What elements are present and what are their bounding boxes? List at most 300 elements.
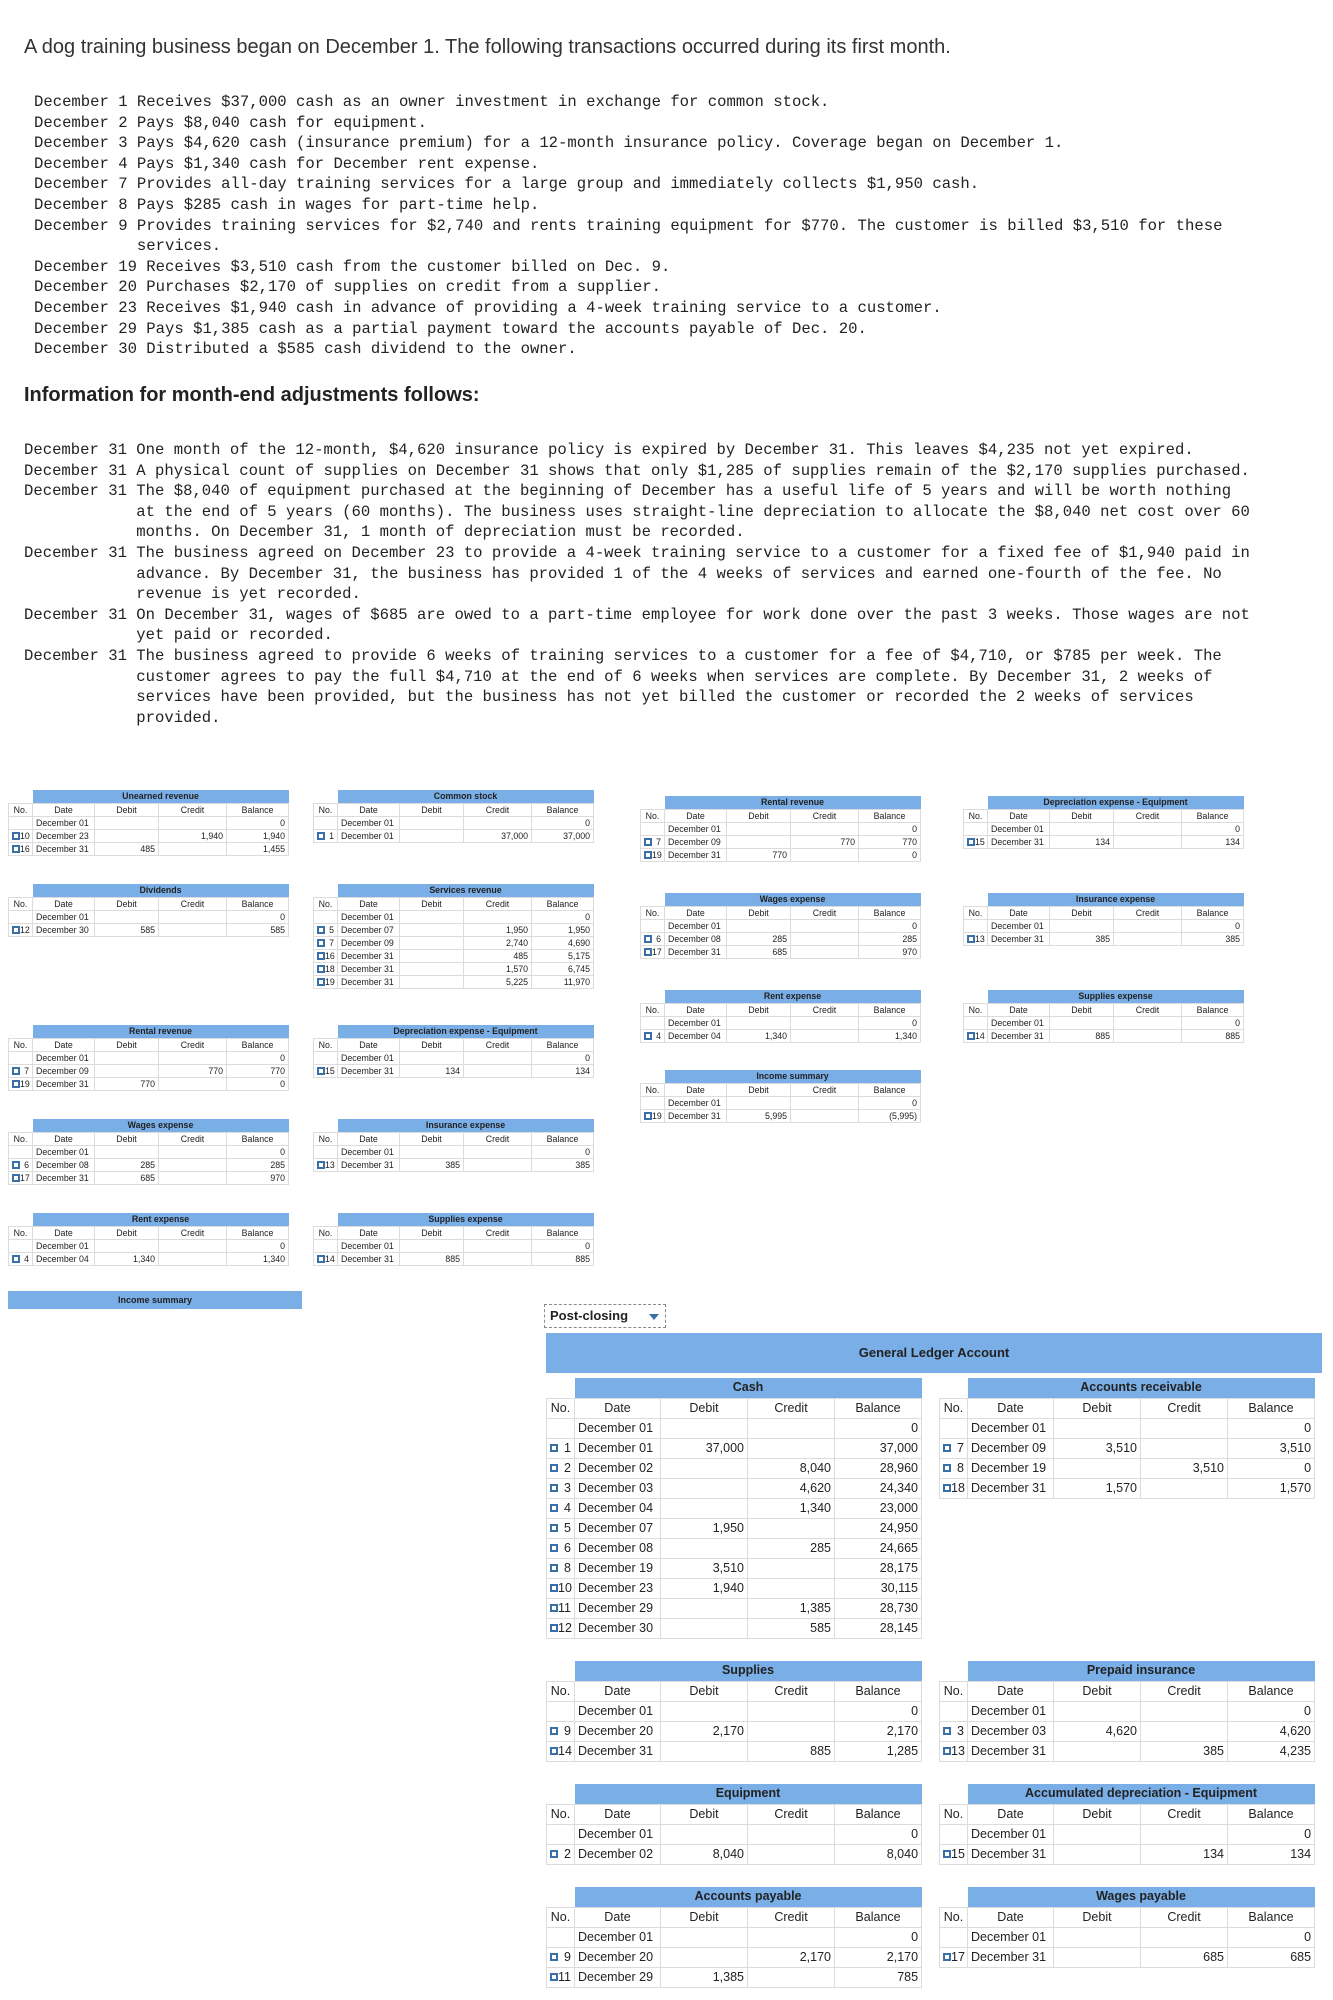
ledger-title: Rent expense xyxy=(665,990,921,1003)
entry-number xyxy=(314,1239,338,1252)
entry-credit xyxy=(791,945,859,958)
ledger-row xyxy=(314,1051,594,1064)
column-header-no: No. xyxy=(547,1398,575,1418)
column-header-credit: Credit xyxy=(464,803,532,816)
entry-marker-icon[interactable] xyxy=(12,1255,20,1263)
entry-balance: 24,665 xyxy=(835,1538,922,1558)
ledger-row xyxy=(641,822,921,835)
entry-debit xyxy=(1054,1458,1141,1478)
ledger-row xyxy=(314,975,594,988)
problem-intro: A dog training business began on December 1. The following transactions occurred during its first month. xyxy=(24,36,951,58)
column-header-balance: Balance xyxy=(1182,1003,1244,1016)
entry-date: December 31 xyxy=(988,932,1050,945)
entry-number xyxy=(641,1016,665,1029)
entry-date: December 31 xyxy=(338,1158,400,1171)
entry-debit: 4,620 xyxy=(1054,1721,1141,1741)
entry-marker-icon[interactable] xyxy=(550,1444,558,1452)
entry-credit xyxy=(1141,1438,1228,1458)
entry-balance: 11,970 xyxy=(532,975,594,988)
entry-marker-icon[interactable] xyxy=(550,1624,558,1632)
ledger-title: Insurance expense xyxy=(988,893,1244,906)
entry-credit: 1,385 xyxy=(748,1598,835,1618)
entry-balance: 685 xyxy=(1228,1947,1315,1967)
column-header-debit: Debit xyxy=(95,803,159,816)
entry-credit: 770 xyxy=(791,835,859,848)
entry-debit: 3,510 xyxy=(661,1558,748,1578)
entry-date: December 23 xyxy=(575,1578,661,1598)
entry-marker-icon[interactable] xyxy=(550,1850,558,1858)
entry-balance: 0 xyxy=(1182,1016,1244,1029)
entry-debit: 37,000 xyxy=(661,1438,748,1458)
entry-marker-icon[interactable] xyxy=(550,1953,558,1961)
entry-date: December 20 xyxy=(575,1721,661,1741)
entry-number: 14 xyxy=(547,1741,575,1761)
entry-debit xyxy=(661,1701,748,1721)
entry-credit: 385 xyxy=(1141,1741,1228,1761)
column-header-date: Date xyxy=(575,1804,661,1824)
ledger-row xyxy=(547,1721,922,1741)
column-header-no: No. xyxy=(964,809,988,822)
entry-marker-icon[interactable] xyxy=(644,935,652,943)
ledger-depreciation-expense-c xyxy=(963,796,1244,849)
ledger-row xyxy=(547,1741,922,1761)
entry-credit xyxy=(159,1239,227,1252)
entry-date: December 02 xyxy=(575,1458,661,1478)
entry-marker-icon[interactable] xyxy=(644,838,652,846)
entry-date: December 01 xyxy=(575,1701,661,1721)
entry-balance: 0 xyxy=(1228,1927,1315,1947)
column-header-debit: Debit xyxy=(1050,1003,1114,1016)
entry-credit xyxy=(748,1721,835,1741)
ledger-accounts-receivable xyxy=(939,1378,1315,1499)
entry-marker-icon[interactable] xyxy=(550,1604,558,1612)
entry-debit xyxy=(95,1145,159,1158)
column-header-debit: Debit xyxy=(661,1398,748,1418)
entry-date: December 01 xyxy=(338,1051,400,1064)
entry-credit xyxy=(748,1518,835,1538)
column-header-no: No. xyxy=(641,906,665,919)
entry-marker-icon[interactable] xyxy=(12,1080,20,1088)
entry-credit xyxy=(748,1844,835,1864)
entry-debit xyxy=(727,1096,791,1109)
entry-marker-icon[interactable] xyxy=(550,1524,558,1532)
entry-credit xyxy=(159,1252,227,1265)
entry-debit xyxy=(727,835,791,848)
column-header-date: Date xyxy=(575,1398,661,1418)
column-header-no: No. xyxy=(964,906,988,919)
entry-balance: 23,000 xyxy=(835,1498,922,1518)
entry-marker-icon[interactable] xyxy=(550,1504,558,1512)
entry-number xyxy=(9,1239,33,1252)
entry-number: 5 xyxy=(314,923,338,936)
entry-debit: 1,340 xyxy=(95,1252,159,1265)
entry-credit xyxy=(748,1824,835,1844)
entry-debit xyxy=(661,1947,748,1967)
column-header-date: Date xyxy=(968,1804,1054,1824)
ledger-row xyxy=(547,1498,922,1518)
entry-number: 7 xyxy=(940,1438,968,1458)
entry-number: 13 xyxy=(964,932,988,945)
entry-marker-icon[interactable] xyxy=(644,1112,652,1120)
entry-marker-icon[interactable] xyxy=(12,926,20,934)
entry-debit xyxy=(661,1741,748,1761)
column-header-no: No. xyxy=(547,1681,575,1701)
column-header-credit: Credit xyxy=(1141,1398,1228,1418)
entry-marker-icon[interactable] xyxy=(317,1161,325,1169)
ledger-row xyxy=(547,1538,922,1558)
entry-marker-icon[interactable] xyxy=(550,1484,558,1492)
entry-number xyxy=(9,1051,33,1064)
entry-balance: 24,340 xyxy=(835,1478,922,1498)
column-header-date: Date xyxy=(968,1398,1054,1418)
entry-balance: 5,175 xyxy=(532,949,594,962)
entry-debit xyxy=(400,1239,464,1252)
ledger-cash xyxy=(546,1378,922,1639)
entry-credit: 285 xyxy=(748,1538,835,1558)
entry-balance: 0 xyxy=(859,1016,921,1029)
entry-marker-icon[interactable] xyxy=(644,948,652,956)
entry-date: December 31 xyxy=(33,842,95,855)
entry-debit: 2,170 xyxy=(661,1721,748,1741)
column-header-date: Date xyxy=(665,1083,727,1096)
ledger-row xyxy=(9,816,289,829)
entry-date: December 01 xyxy=(33,910,95,923)
entry-credit: 134 xyxy=(1141,1844,1228,1864)
ledger-row xyxy=(9,1077,289,1090)
column-header-no: No. xyxy=(314,897,338,910)
entry-credit: 1,340 xyxy=(748,1498,835,1518)
entry-number: 2 xyxy=(547,1844,575,1864)
entry-balance: 385 xyxy=(1182,932,1244,945)
ledger-row xyxy=(314,949,594,962)
entry-balance: 0 xyxy=(532,1145,594,1158)
ledger-row xyxy=(940,1947,1315,1967)
entry-marker-icon[interactable] xyxy=(550,1544,558,1552)
entry-number xyxy=(547,1418,575,1438)
entry-marker-icon[interactable] xyxy=(550,1584,558,1592)
column-header-credit: Credit xyxy=(1114,1003,1182,1016)
entry-debit: 285 xyxy=(727,932,791,945)
entry-debit xyxy=(661,1824,748,1844)
entry-marker-icon[interactable] xyxy=(943,1747,951,1755)
entry-marker-icon[interactable] xyxy=(317,952,325,960)
ledger-row xyxy=(314,923,594,936)
entry-credit xyxy=(159,1051,227,1064)
entry-debit xyxy=(400,829,464,842)
ledger-equipment xyxy=(546,1784,922,1865)
adjustments-list: December 31 One month of the 12-month, $4,620 insurance policy is expired by December 31. This leaves $4,235 not yet expired. December 31 A physical count of supplies on December 31 shows that only $1,285 of supplies remain of the $2,170 supplies purchased. December 31 The $8,040 of equipment purchased at the beginning of December has a useful life of 5 years and will be worth nothing at the end of 5 years (60 months). The business uses straight-line depreciation to allocate the $8,040 net cost over 60 months. On December 31, 1 month of depreciation must be recorded. December 31 The business agreed on December 23 to provide a 4-week training service to a customer for a fixed fee of $1,940 paid in advance. By December 31, the business has provided 1 of the 4 weeks of services and earned one-fourth of the fee. No revenue is yet recorded. December 31 On December 31, wages of $685 are owed to a part-time employee for work done over the past 3 weeks. Those wages are not yet paid or recorded. December 31 The business agreed to provide 6 weeks of training services to a customer for a fee of $4,710, or $785 per week. The customer agrees to pay the full $4,710 at the end of 6 weeks when services are complete. By December 31, 2 weeks of services have been provided, but the business has not yet billed the customer or recorded the 2 weeks of services provided. xyxy=(24,441,1250,727)
entry-balance: 885 xyxy=(1182,1029,1244,1042)
column-header-date: Date xyxy=(33,897,95,910)
entry-marker-icon[interactable] xyxy=(12,832,20,840)
entry-number: 14 xyxy=(964,1029,988,1042)
entry-balance: 0 xyxy=(227,910,289,923)
ledger-row xyxy=(314,1064,594,1077)
entry-balance: 0 xyxy=(1182,919,1244,932)
entry-date: December 03 xyxy=(575,1478,661,1498)
entry-marker-icon[interactable] xyxy=(317,1067,325,1075)
ledger-supplies-expense-c xyxy=(963,990,1244,1043)
entry-marker-icon[interactable] xyxy=(943,1464,951,1472)
entry-number: 11 xyxy=(547,1598,575,1618)
column-header-balance: Balance xyxy=(1182,906,1244,919)
column-header-no: No. xyxy=(940,1681,968,1701)
ledger-rent-expense-a xyxy=(8,1213,289,1266)
entry-number: 7 xyxy=(314,936,338,949)
adjustments-heading: Information for month-end adjustments follows: xyxy=(24,384,480,406)
entry-debit: 685 xyxy=(727,945,791,958)
entry-credit: 585 xyxy=(748,1618,835,1638)
ledger-row xyxy=(641,1096,921,1109)
column-header-credit: Credit xyxy=(464,1226,532,1239)
entry-number: 1 xyxy=(547,1438,575,1458)
column-header-date: Date xyxy=(968,1681,1054,1701)
entry-marker-icon[interactable] xyxy=(943,1850,951,1858)
entry-date: December 03 xyxy=(968,1721,1054,1741)
entry-credit xyxy=(748,1701,835,1721)
entry-debit xyxy=(1054,1947,1141,1967)
column-header-date: Date xyxy=(338,803,400,816)
entry-credit xyxy=(464,816,532,829)
entry-credit xyxy=(464,1158,532,1171)
entry-marker-icon[interactable] xyxy=(317,939,325,947)
column-header-credit: Credit xyxy=(159,1132,227,1145)
entry-marker-icon[interactable] xyxy=(550,1973,558,1981)
entry-marker-icon[interactable] xyxy=(967,838,975,846)
column-header-date: Date xyxy=(338,1226,400,1239)
column-header-no: No. xyxy=(964,1003,988,1016)
column-header-debit: Debit xyxy=(400,1226,464,1239)
entry-credit xyxy=(1141,1927,1228,1947)
entry-date: December 01 xyxy=(33,816,95,829)
entry-debit: 285 xyxy=(95,1158,159,1171)
entry-debit: 770 xyxy=(727,848,791,861)
entry-debit: 3,510 xyxy=(1054,1438,1141,1458)
entry-number: 15 xyxy=(964,835,988,848)
entry-balance: 2,170 xyxy=(835,1947,922,1967)
entry-number: 17 xyxy=(9,1171,33,1184)
column-header-balance: Balance xyxy=(1228,1398,1315,1418)
ledger-title: Rental revenue xyxy=(33,1025,289,1038)
entry-balance: 885 xyxy=(532,1252,594,1265)
entry-balance: 1,570 xyxy=(1228,1478,1315,1498)
ledger-row xyxy=(314,1145,594,1158)
entry-date: December 31 xyxy=(575,1741,661,1761)
ledger-view-select[interactable] xyxy=(544,1304,666,1328)
ledger-row xyxy=(940,1844,1315,1864)
entry-credit xyxy=(464,1064,532,1077)
entry-balance: 4,235 xyxy=(1228,1741,1315,1761)
entry-marker-icon[interactable] xyxy=(943,1444,951,1452)
entry-balance: 785 xyxy=(835,1967,922,1987)
entry-balance: 4,690 xyxy=(532,936,594,949)
entry-number xyxy=(314,1145,338,1158)
column-header-debit: Debit xyxy=(661,1804,748,1824)
entry-number xyxy=(940,1418,968,1438)
entry-debit xyxy=(1054,1741,1141,1761)
entry-date: December 07 xyxy=(575,1518,661,1538)
ledger-title: Prepaid insurance xyxy=(968,1661,1315,1681)
entry-balance: 134 xyxy=(1182,835,1244,848)
entry-number: 15 xyxy=(314,1064,338,1077)
entry-marker-icon[interactable] xyxy=(12,845,20,853)
column-header-credit: Credit xyxy=(791,809,859,822)
entry-marker-icon[interactable] xyxy=(550,1564,558,1572)
entry-date: December 31 xyxy=(33,1171,95,1184)
entry-date: December 01 xyxy=(665,1096,727,1109)
entry-marker-icon[interactable] xyxy=(317,978,325,986)
entry-marker-icon[interactable] xyxy=(644,851,652,859)
entry-balance: 1,340 xyxy=(859,1029,921,1042)
column-header-balance: Balance xyxy=(532,897,594,910)
ledger-accounts-payable xyxy=(546,1887,922,1988)
entry-marker-icon[interactable] xyxy=(317,832,325,840)
column-header-balance: Balance xyxy=(227,1132,289,1145)
entry-date: December 01 xyxy=(575,1438,661,1458)
ledger-rent-expense-b xyxy=(640,990,921,1043)
column-header-date: Date xyxy=(338,1038,400,1051)
ledger-wages-payable xyxy=(939,1887,1315,1968)
ledger-row xyxy=(641,835,921,848)
entry-debit xyxy=(727,822,791,835)
ledger-row xyxy=(314,936,594,949)
entry-number: 16 xyxy=(9,842,33,855)
entry-number: 11 xyxy=(547,1967,575,1987)
column-header-balance: Balance xyxy=(532,803,594,816)
column-header-credit: Credit xyxy=(159,1038,227,1051)
column-header-debit: Debit xyxy=(95,1132,159,1145)
entry-marker-icon[interactable] xyxy=(550,1464,558,1472)
entry-balance: 0 xyxy=(835,1824,922,1844)
ledger-row xyxy=(547,1947,922,1967)
ledger-row xyxy=(964,1016,1244,1029)
entry-marker-icon[interactable] xyxy=(317,965,325,973)
entry-debit xyxy=(400,1145,464,1158)
entry-debit xyxy=(1050,1016,1114,1029)
entry-date: December 07 xyxy=(338,923,400,936)
entry-marker-icon[interactable] xyxy=(550,1747,558,1755)
entry-date: December 31 xyxy=(968,1478,1054,1498)
entry-marker-icon[interactable] xyxy=(317,926,325,934)
ledger-row xyxy=(641,919,921,932)
entry-debit xyxy=(727,919,791,932)
entry-date: December 01 xyxy=(33,1051,95,1064)
entry-balance: 285 xyxy=(227,1158,289,1171)
entry-date: December 08 xyxy=(575,1538,661,1558)
column-header-no: No. xyxy=(9,1132,33,1145)
entry-date: December 04 xyxy=(665,1029,727,1042)
entry-date: December 30 xyxy=(575,1618,661,1638)
entry-credit xyxy=(1141,1478,1228,1498)
entry-credit xyxy=(159,1158,227,1171)
entry-number: 15 xyxy=(940,1844,968,1864)
entry-date: December 31 xyxy=(968,1844,1054,1864)
entry-date: December 31 xyxy=(338,1064,400,1077)
entry-marker-icon[interactable] xyxy=(12,1174,20,1182)
entry-debit xyxy=(400,949,464,962)
entry-debit: 770 xyxy=(95,1077,159,1090)
column-header-balance: Balance xyxy=(835,1681,922,1701)
entry-date: December 31 xyxy=(988,1029,1050,1042)
column-header-debit: Debit xyxy=(1050,809,1114,822)
entry-number: 18 xyxy=(314,962,338,975)
entry-balance: 2,170 xyxy=(835,1721,922,1741)
ledger-title: Rental revenue xyxy=(665,796,921,809)
entry-balance: (5,995) xyxy=(859,1109,921,1122)
entry-date: December 08 xyxy=(33,1158,95,1171)
entry-number: 6 xyxy=(547,1538,575,1558)
column-header-no: No. xyxy=(314,803,338,816)
entry-marker-icon[interactable] xyxy=(943,1953,951,1961)
entry-balance: 1,455 xyxy=(227,842,289,855)
entry-credit xyxy=(748,1438,835,1458)
entry-number xyxy=(940,1701,968,1721)
entry-number: 3 xyxy=(547,1478,575,1498)
entry-balance: 24,950 xyxy=(835,1518,922,1538)
income-summary-title-bar: Income summary xyxy=(8,1291,302,1309)
entry-credit xyxy=(1114,1016,1182,1029)
entry-marker-icon[interactable] xyxy=(644,1032,652,1040)
entry-balance: 0 xyxy=(227,1145,289,1158)
ledger-row xyxy=(9,842,289,855)
entry-credit xyxy=(159,816,227,829)
ledger-row xyxy=(940,1478,1315,1498)
entry-date: December 01 xyxy=(665,919,727,932)
entry-credit xyxy=(464,1051,532,1064)
ledger-rental-revenue-b xyxy=(640,796,921,862)
entry-credit xyxy=(791,1029,859,1042)
entry-marker-icon[interactable] xyxy=(12,1161,20,1169)
entry-marker-icon[interactable] xyxy=(317,1255,325,1263)
entry-balance: 134 xyxy=(532,1064,594,1077)
entry-date: December 04 xyxy=(575,1498,661,1518)
entry-marker-icon[interactable] xyxy=(967,1032,975,1040)
entry-credit xyxy=(748,1418,835,1438)
entry-date: December 01 xyxy=(575,1927,661,1947)
column-header-date: Date xyxy=(988,809,1050,822)
entry-balance: 4,620 xyxy=(1228,1721,1315,1741)
entry-balance: 0 xyxy=(859,919,921,932)
entry-debit: 5,995 xyxy=(727,1109,791,1122)
ledger-title: Cash xyxy=(575,1378,922,1398)
entry-credit xyxy=(748,1927,835,1947)
entry-number: 9 xyxy=(547,1721,575,1741)
entry-marker-icon[interactable] xyxy=(943,1727,951,1735)
entry-number: 13 xyxy=(314,1158,338,1171)
entry-marker-icon[interactable] xyxy=(12,1067,20,1075)
ledger-row xyxy=(940,1438,1315,1458)
entry-marker-icon[interactable] xyxy=(967,935,975,943)
entry-balance: 0 xyxy=(859,1096,921,1109)
entry-number: 19 xyxy=(9,1077,33,1090)
entry-marker-icon[interactable] xyxy=(550,1727,558,1735)
entry-balance: 770 xyxy=(227,1064,289,1077)
entry-marker-icon[interactable] xyxy=(943,1484,951,1492)
entry-date: December 31 xyxy=(665,945,727,958)
ledger-accumulated-depreciation xyxy=(939,1784,1315,1865)
column-header-date: Date xyxy=(338,1132,400,1145)
column-header-debit: Debit xyxy=(727,1003,791,1016)
ledger-row xyxy=(9,1158,289,1171)
ledger-row xyxy=(940,1927,1315,1947)
entry-number: 3 xyxy=(940,1721,968,1741)
entry-date: December 01 xyxy=(338,816,400,829)
ledger-title: Accounts payable xyxy=(575,1887,922,1907)
entry-number xyxy=(964,919,988,932)
ledger-row xyxy=(964,1029,1244,1042)
ledger-title: Depreciation expense - Equipment xyxy=(988,796,1244,809)
entry-date: December 31 xyxy=(665,1109,727,1122)
